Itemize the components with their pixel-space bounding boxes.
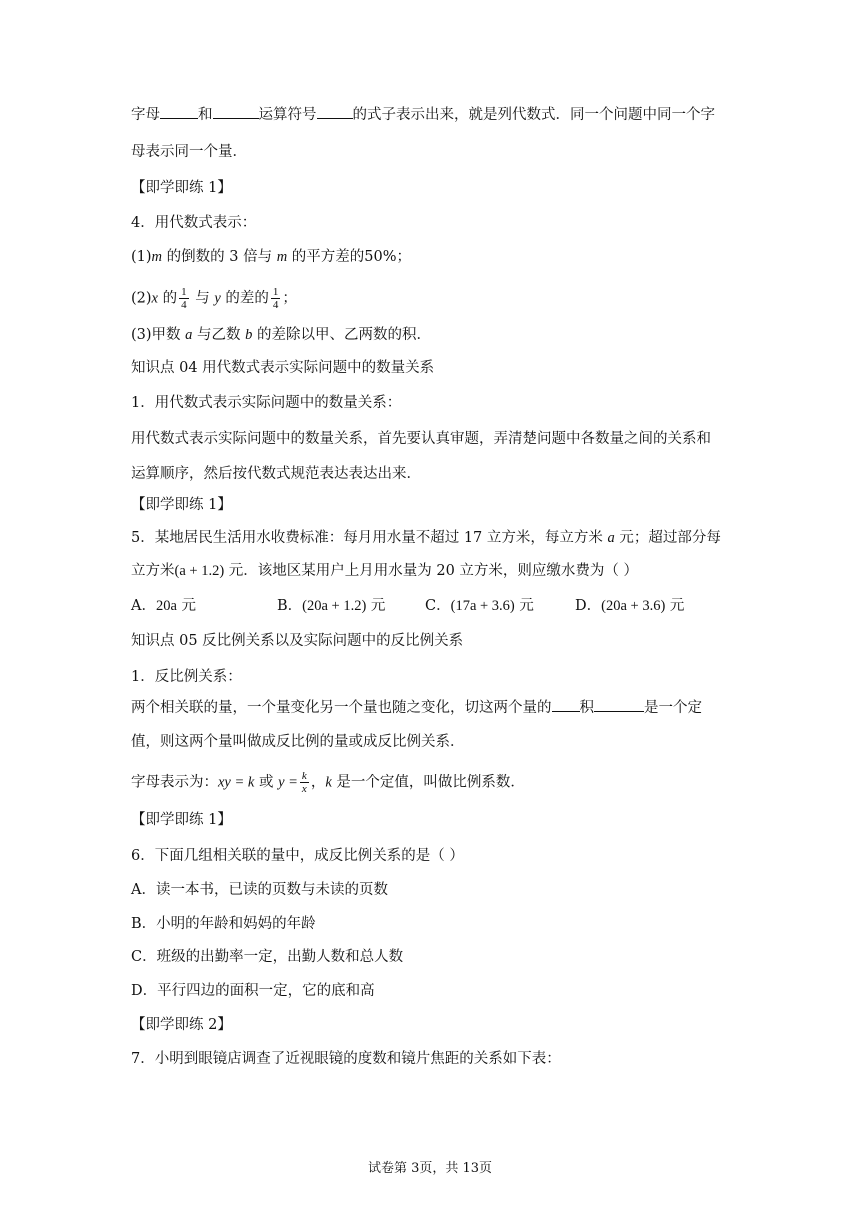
- question-5-stem-line-1: [131, 528, 721, 548]
- fill-blank: [317, 104, 353, 119]
- text: 与: [190, 290, 215, 307]
- question-5-stem-line-2: [131, 561, 638, 581]
- text: 的倒数的 3 倍与: [162, 249, 277, 265]
- fraction: [300, 770, 309, 795]
- math-var: m: [276, 249, 288, 265]
- math-var: m: [151, 249, 163, 265]
- text: 元: [665, 598, 685, 614]
- fraction: [271, 286, 281, 311]
- text: ；: [282, 290, 297, 307]
- paragraph-line: 母表示同一个量．: [131, 144, 247, 160]
- paragraph-line: 值，则这两个量叫做成反比例的量或成反比例关系．: [131, 734, 465, 750]
- paragraph-line: [131, 697, 702, 718]
- text: 或: [254, 774, 279, 791]
- math-var: a: [185, 327, 193, 343]
- text: 与乙数: [192, 327, 246, 343]
- fill-blank: [594, 697, 644, 712]
- text: 两个相关联的量，一个量变化另一个量也随之变化，切这两个量的: [131, 700, 552, 716]
- knowledge-point-title: 知识点 04 用代数式表示实际问题中的数量关系: [131, 360, 435, 376]
- text: 是一个定: [644, 700, 702, 716]
- knowledge-point-item: 1．反比例关系：: [131, 669, 242, 685]
- text: 元: [176, 598, 197, 614]
- text: 的差除以甲、乙两数的积．: [252, 327, 431, 343]
- text: 运算符号: [258, 107, 317, 123]
- option-label: A．: [131, 598, 156, 614]
- text: (1): [131, 249, 152, 265]
- math-expression: (17a + 3.6): [450, 598, 515, 614]
- math-var: b: [245, 327, 253, 343]
- math-var: x: [151, 290, 158, 307]
- text: ，: [310, 774, 326, 791]
- question-6-option-a: A．读一本书，已读的页数与未读的页数: [131, 882, 388, 898]
- fraction-numerator: 1: [181, 286, 187, 298]
- fill-blank: [160, 104, 198, 119]
- option-b: [277, 596, 425, 616]
- text: 元: [514, 598, 534, 614]
- question-6-stem: 6．下面几组相关联的量中，成反比例关系的是（ ）: [131, 848, 464, 864]
- practice-heading: 【即学即练 2】: [131, 1017, 232, 1033]
- question-4-stem: 4．用代数式表示：: [131, 215, 257, 231]
- text: 字母: [131, 107, 160, 123]
- text: 积: [579, 700, 594, 716]
- knowledge-point-item: 1．用代数式表示实际问题中的数量关系：: [131, 395, 402, 411]
- page-footer: 试卷第 3页，共 13页: [367, 1161, 493, 1176]
- text: 5．某地居民生活用水收费标准：每月用水量不超过 17 立方米，每立方米: [131, 530, 608, 546]
- option-a: [131, 596, 277, 616]
- formula-line: [131, 770, 525, 795]
- fraction-denominator: 4: [272, 299, 279, 311]
- question-6-option-d: D．平行四边的面积一定，它的底和高: [131, 983, 375, 999]
- text: 的平方差的50%；: [287, 249, 412, 265]
- fill-blank: [552, 697, 580, 712]
- knowledge-point-title: 知识点 05 反比例关系以及实际问题中的反比例关系: [131, 633, 464, 649]
- question-4-part-2: [131, 286, 297, 311]
- question-4-part-1: [131, 247, 411, 267]
- paragraph-line: 运算顺序，然后按代数式规范表达表达出来．: [131, 466, 421, 482]
- text: 的: [157, 290, 178, 307]
- option-d: [575, 596, 684, 616]
- math-var: k: [325, 774, 332, 791]
- math-expression: y =: [278, 774, 298, 791]
- math-var: y: [214, 290, 221, 307]
- fraction-numerator: k: [301, 770, 307, 782]
- fraction: [179, 286, 189, 311]
- text: 元；超过部分每: [614, 530, 721, 546]
- text: 的差的: [220, 290, 269, 307]
- text: 字母表示为：: [131, 774, 218, 791]
- option-c: [425, 596, 575, 616]
- question-4-part-3: [131, 325, 431, 345]
- question-6-option-b: B．小明的年龄和妈妈的年龄: [131, 916, 316, 932]
- paragraph-line: [131, 104, 715, 125]
- math-expression: (20a + 3.6): [601, 598, 666, 614]
- math-expression: xy = k: [218, 774, 255, 791]
- fraction-denominator: 4: [181, 299, 187, 311]
- math-expression: (a + 1.2): [174, 563, 225, 579]
- question-6-option-c: C．班级的出勤率一定，出勤人数和总人数: [131, 949, 404, 965]
- option-label: D．: [575, 598, 602, 614]
- text: 元: [366, 598, 386, 614]
- paragraph-line: 用代数式表示实际问题中的数量关系，首先要认真审题，弄清楚问题中各数量之间的关系和: [131, 431, 711, 447]
- practice-heading: 【即学即练 1】: [131, 180, 232, 196]
- question-7-stem: 7．小明到眼镜店调查了近视眼镜的度数和镜片焦距的关系如下表：: [131, 1051, 561, 1067]
- fill-blank: [213, 104, 259, 119]
- text: 和: [198, 107, 213, 123]
- text: (3)甲数: [131, 327, 186, 343]
- option-label: C．: [425, 598, 451, 614]
- fraction-numerator: 1: [272, 286, 279, 298]
- text: 元．该地区某用户上月用水量为 20 立方米，则应缴水费为（ ）: [224, 563, 639, 579]
- text: (2): [131, 290, 152, 307]
- math-var: a: [607, 530, 615, 546]
- text: 的式子表示出来，就是列代数式．同一个问题中同一个字: [352, 107, 715, 123]
- question-5-options: [131, 596, 684, 616]
- practice-heading: 【即学即练 1】: [131, 812, 232, 828]
- practice-heading: 【即学即练 1】: [131, 497, 232, 513]
- math-expression: (20a + 1.2): [302, 598, 367, 614]
- fraction-denominator: x: [301, 783, 307, 795]
- option-label: B．: [277, 598, 303, 614]
- text: 是一个定值，叫做比例系数．: [331, 774, 525, 791]
- math-expression: 20a: [155, 598, 177, 614]
- text: 立方米: [131, 563, 175, 579]
